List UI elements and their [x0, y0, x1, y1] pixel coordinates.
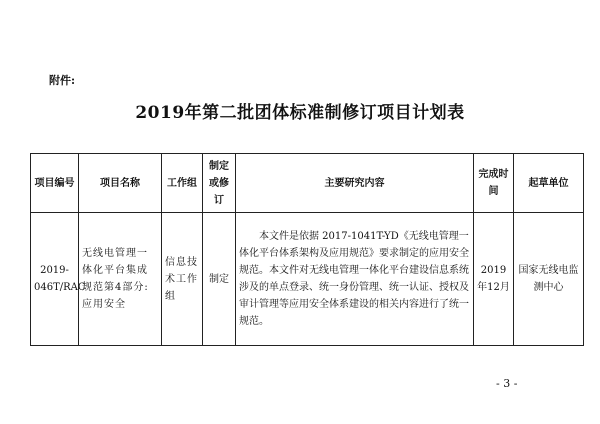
cell-main-content: 本文件是依据 2017-1041T-YD《无线电管理一体化平台体系架构及应用规范》要求制定的应用安全规范。本文件对无线电管理一体化平台建设信息系统涉及的单点登录、统一身份管理、统一认证、授权及审计管理等应用安全体系建设的相关内容进行了统一规范。: [236, 213, 474, 346]
cell-working-group: 信息技术工作组: [162, 213, 203, 346]
page-number: - 3 -: [496, 377, 518, 390]
table-header-row: [31, 154, 584, 213]
cell-drafting-unit: 国家无线电监测中心: [514, 213, 584, 346]
header-project-no: 项目编号: [31, 154, 79, 213]
header-main-content: 主要研究内容: [236, 154, 474, 213]
cell-completion-time: 2019年12月: [474, 213, 514, 346]
cell-project-no: 2019-046T/RAC: [31, 213, 79, 346]
header-working-group: 工作组: [162, 154, 203, 213]
project-plan-table: [30, 153, 584, 346]
document-title: 2019年第二批团体标准制修订项目计划表: [135, 103, 465, 123]
header-project-name: 项目名称: [79, 154, 162, 213]
header-completion-time: 完成时间: [474, 154, 514, 213]
attachment-label: 附件:: [49, 74, 76, 87]
header-drafting-unit: 起草单位: [514, 154, 584, 213]
cell-revise-or-new: 制定: [203, 213, 236, 346]
header-revise-or-new: 制定或修订: [203, 154, 236, 213]
cell-project-name: 无线电管理一体化平台集成规范第4部分:应用安全: [79, 213, 162, 346]
table-row: [31, 213, 584, 346]
